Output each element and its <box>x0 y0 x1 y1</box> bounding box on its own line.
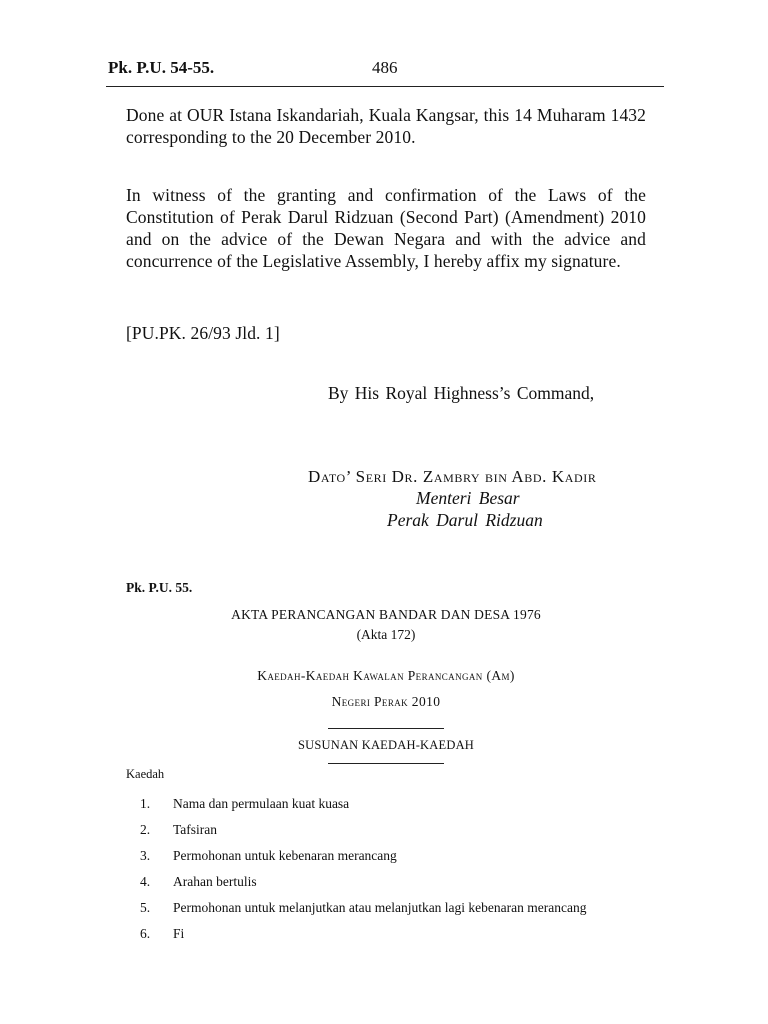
item-text: Tafsiran <box>173 822 218 837</box>
item-number: 4. <box>140 874 151 889</box>
kaedah-label: Kaedah <box>126 767 165 781</box>
page-number: 486 <box>372 58 398 77</box>
item-number: 1. <box>140 796 151 811</box>
item-text: Nama dan permulaan kuat kuasa <box>173 796 350 811</box>
item-number: 6. <box>140 926 151 941</box>
act-title: AKTA PERANCANGAN BANDAR DAN DESA 1976 <box>231 607 541 622</box>
document-reference: Pk. P.U. 54-55. <box>108 58 215 77</box>
list-item <box>140 874 586 900</box>
divider-top <box>328 728 444 729</box>
state-year: Negeri Perak 2010 <box>331 694 441 709</box>
item-text: Fi <box>173 926 185 941</box>
list-item <box>140 796 586 822</box>
item-text: Arahan bertulis <box>173 874 257 889</box>
rules-title: Kaedah-Kaedah Kawalan Perancangan (Am) <box>257 668 515 683</box>
list-item <box>140 900 586 926</box>
rules-list <box>140 796 586 952</box>
file-reference: [PU.PK. 26/93 Jld. 1] <box>126 323 280 343</box>
act-number: (Akta 172) <box>356 627 416 642</box>
section-reference: Pk. P.U. 55. <box>126 580 193 595</box>
list-item <box>140 926 586 952</box>
item-number: 3. <box>140 848 151 863</box>
divider-bottom <box>328 763 444 764</box>
item-number: 2. <box>140 822 151 837</box>
command-line: By His Royal Highness’s Command, <box>328 383 595 403</box>
done-at-paragraph: Done at OUR Istana Iskandariah, Kuala Kangsar, this 14 Muharam 1432 corresponding to the 20 December 2010. <box>126 105 646 147</box>
witness-paragraph: In witness of the granting and confirmation of the Laws of the Constitution of Perak Darul Ridzuan (Second Part) (Amendment) 2010 and on the advice of the Dewan Negara and with the advice and concurrence of the Legislative Assembly, I hereby affix my signature. <box>126 185 646 271</box>
list-item <box>140 848 586 874</box>
item-number: 5. <box>140 900 151 915</box>
item-text: Permohonan untuk melanjutkan atau melanjutkan lagi kebenaran merancang <box>173 900 587 915</box>
signatory-name: Dato’ Seri Dr. Zambry bin Abd. Kadir <box>308 467 597 486</box>
item-text: Permohonan untuk kebenaran merancang <box>173 848 397 863</box>
signatory-title: Menteri Besar <box>416 488 520 508</box>
signatory-state: Perak Darul Ridzuan <box>387 510 543 530</box>
list-item <box>140 822 586 848</box>
arrangement-title: SUSUNAN KAEDAH-KAEDAH <box>297 738 475 752</box>
header-divider <box>106 86 664 87</box>
